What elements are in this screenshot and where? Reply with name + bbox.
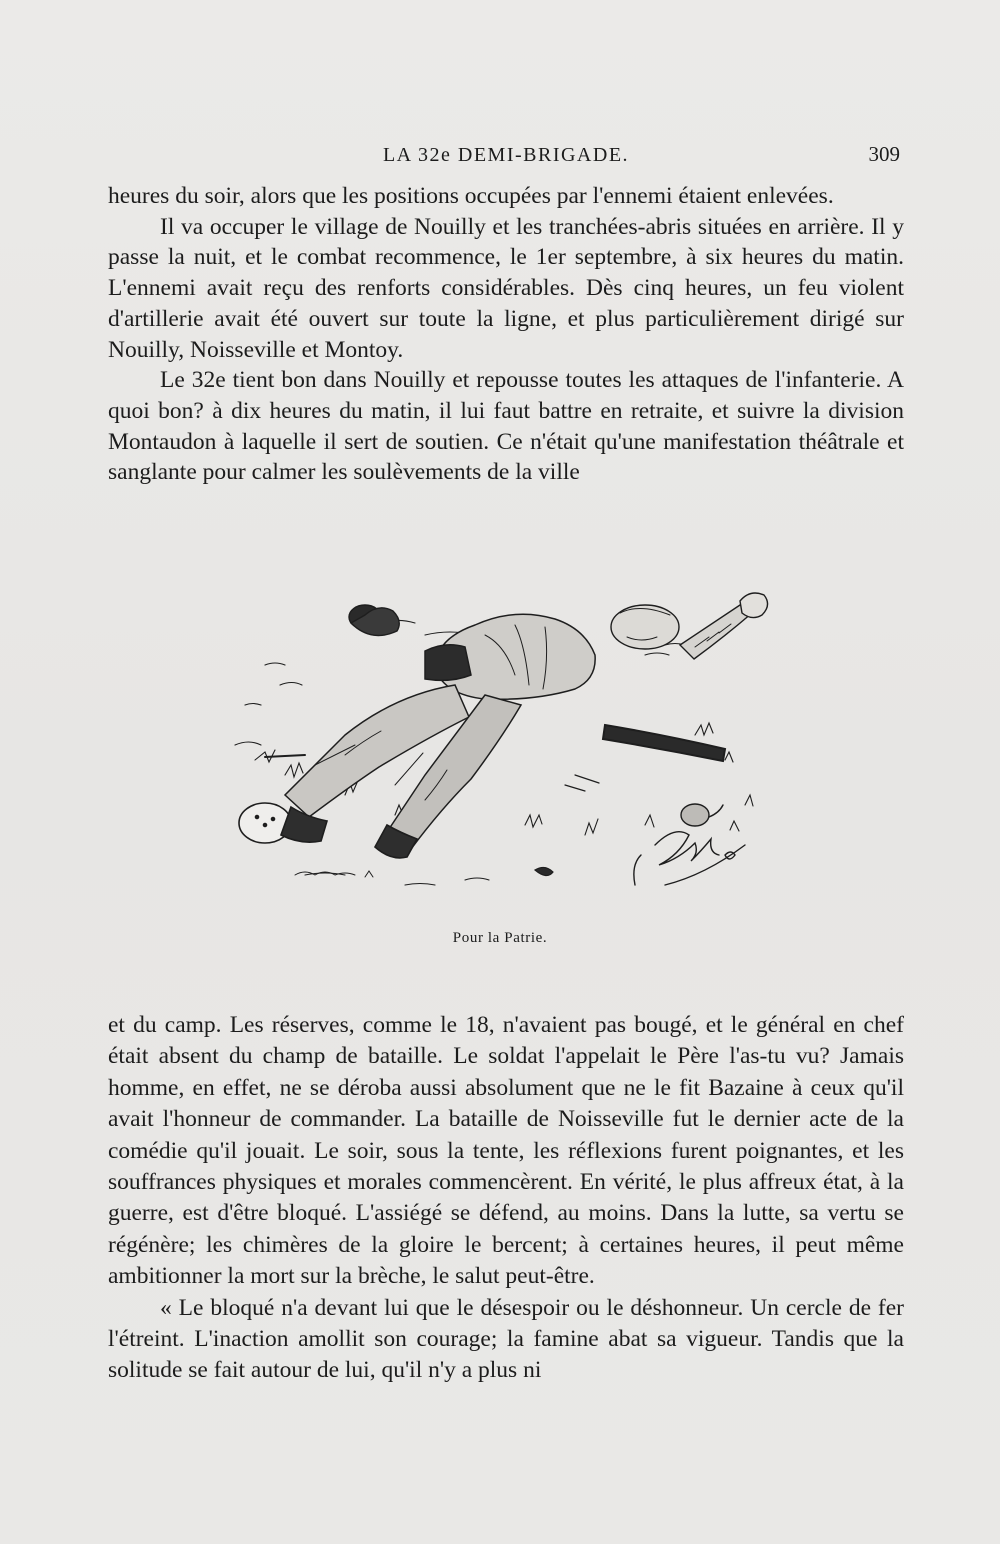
running-head — [108, 140, 904, 174]
figure-caption: Pour la Patrie. — [452, 930, 548, 946]
page-number: 309 — [868, 142, 900, 166]
engraver-mark — [295, 871, 373, 877]
paragraph-4: et du camp. Les réserves, comme le 18, n'avaient pas bougé, et le général en chef était absent du champ de bataille. Le soldat l'appelait le Père l'as-tu vu? Jamais homme, en effet, ne se déroba aussi absolument que ne le fit Bazaine à ceux qu'il avait l'honneur de commander. La bataille de Noisseville fut le dernier acte de la comédie qu'il jouait. Le soir, sous la tente, les réflexions furent poignantes, et les souffrances physiques et morales commencèrent. En vérité, le plus affreux état, à la guerre, est d'être bloqué. L'assiégé se défend, au moins. Dans la lutte, sa vertu se régénère; les chimères de la gloire le bercent; à certaines heures, il peut même ambitionner la mort sur la brèche, le salut peut-être. — [108, 1012, 904, 1290]
paragraph-2: Il va occuper le village de Nouilly et les tranchées-abris situées en arrière. Il y passe la nuit, et le combat recommence, le 1er septembre, à six heures du matin. L'ennemi avait reçu des renforts considérables. Dès cinq heures, un feu violent d'artillerie avait été ouvert sur toute la ligne, et plus particulièrement dirigé sur Nouilly, Noisseville et Montoy. — [108, 213, 904, 363]
paragraph-5: « Le bloqué n'a devant lui que le désespoir ou le déshonneur. Un cercle de fer l'étreint. L'inaction amollit son courage; la famine abat sa vigueur. Tandis que la solitude se fait autour de lui, qu'il n'y a plus ni — [108, 1294, 904, 1384]
canteen — [681, 804, 723, 826]
paragraph-3: Le 32e tient bon dans Nouilly et repousse toutes les attaques de l'infanterie. A quoi bon? à dix heures du matin, il lui faut battre en retraite, et suivre la division Montaudon à laquelle il sert de soutien. Ce n'était qu'une manifestation théâtrale et sanglante pour calmer les soulèvements de la ville — [108, 367, 904, 486]
boots — [239, 803, 417, 858]
text-block-top — [108, 181, 904, 488]
text-block-bottom — [108, 1010, 904, 1387]
running-title: LA 32e DEMI-BRIGADE. — [382, 144, 630, 166]
artist-signature — [634, 832, 745, 885]
raised-arm — [680, 593, 768, 659]
paragraph-1: heures du soir, alors que les positions occupées par l'ennemi étaient enlevées. — [108, 183, 834, 209]
soldier-head — [611, 605, 679, 649]
kepi-cap — [349, 605, 399, 636]
illustration-fallen-soldier — [225, 585, 785, 910]
